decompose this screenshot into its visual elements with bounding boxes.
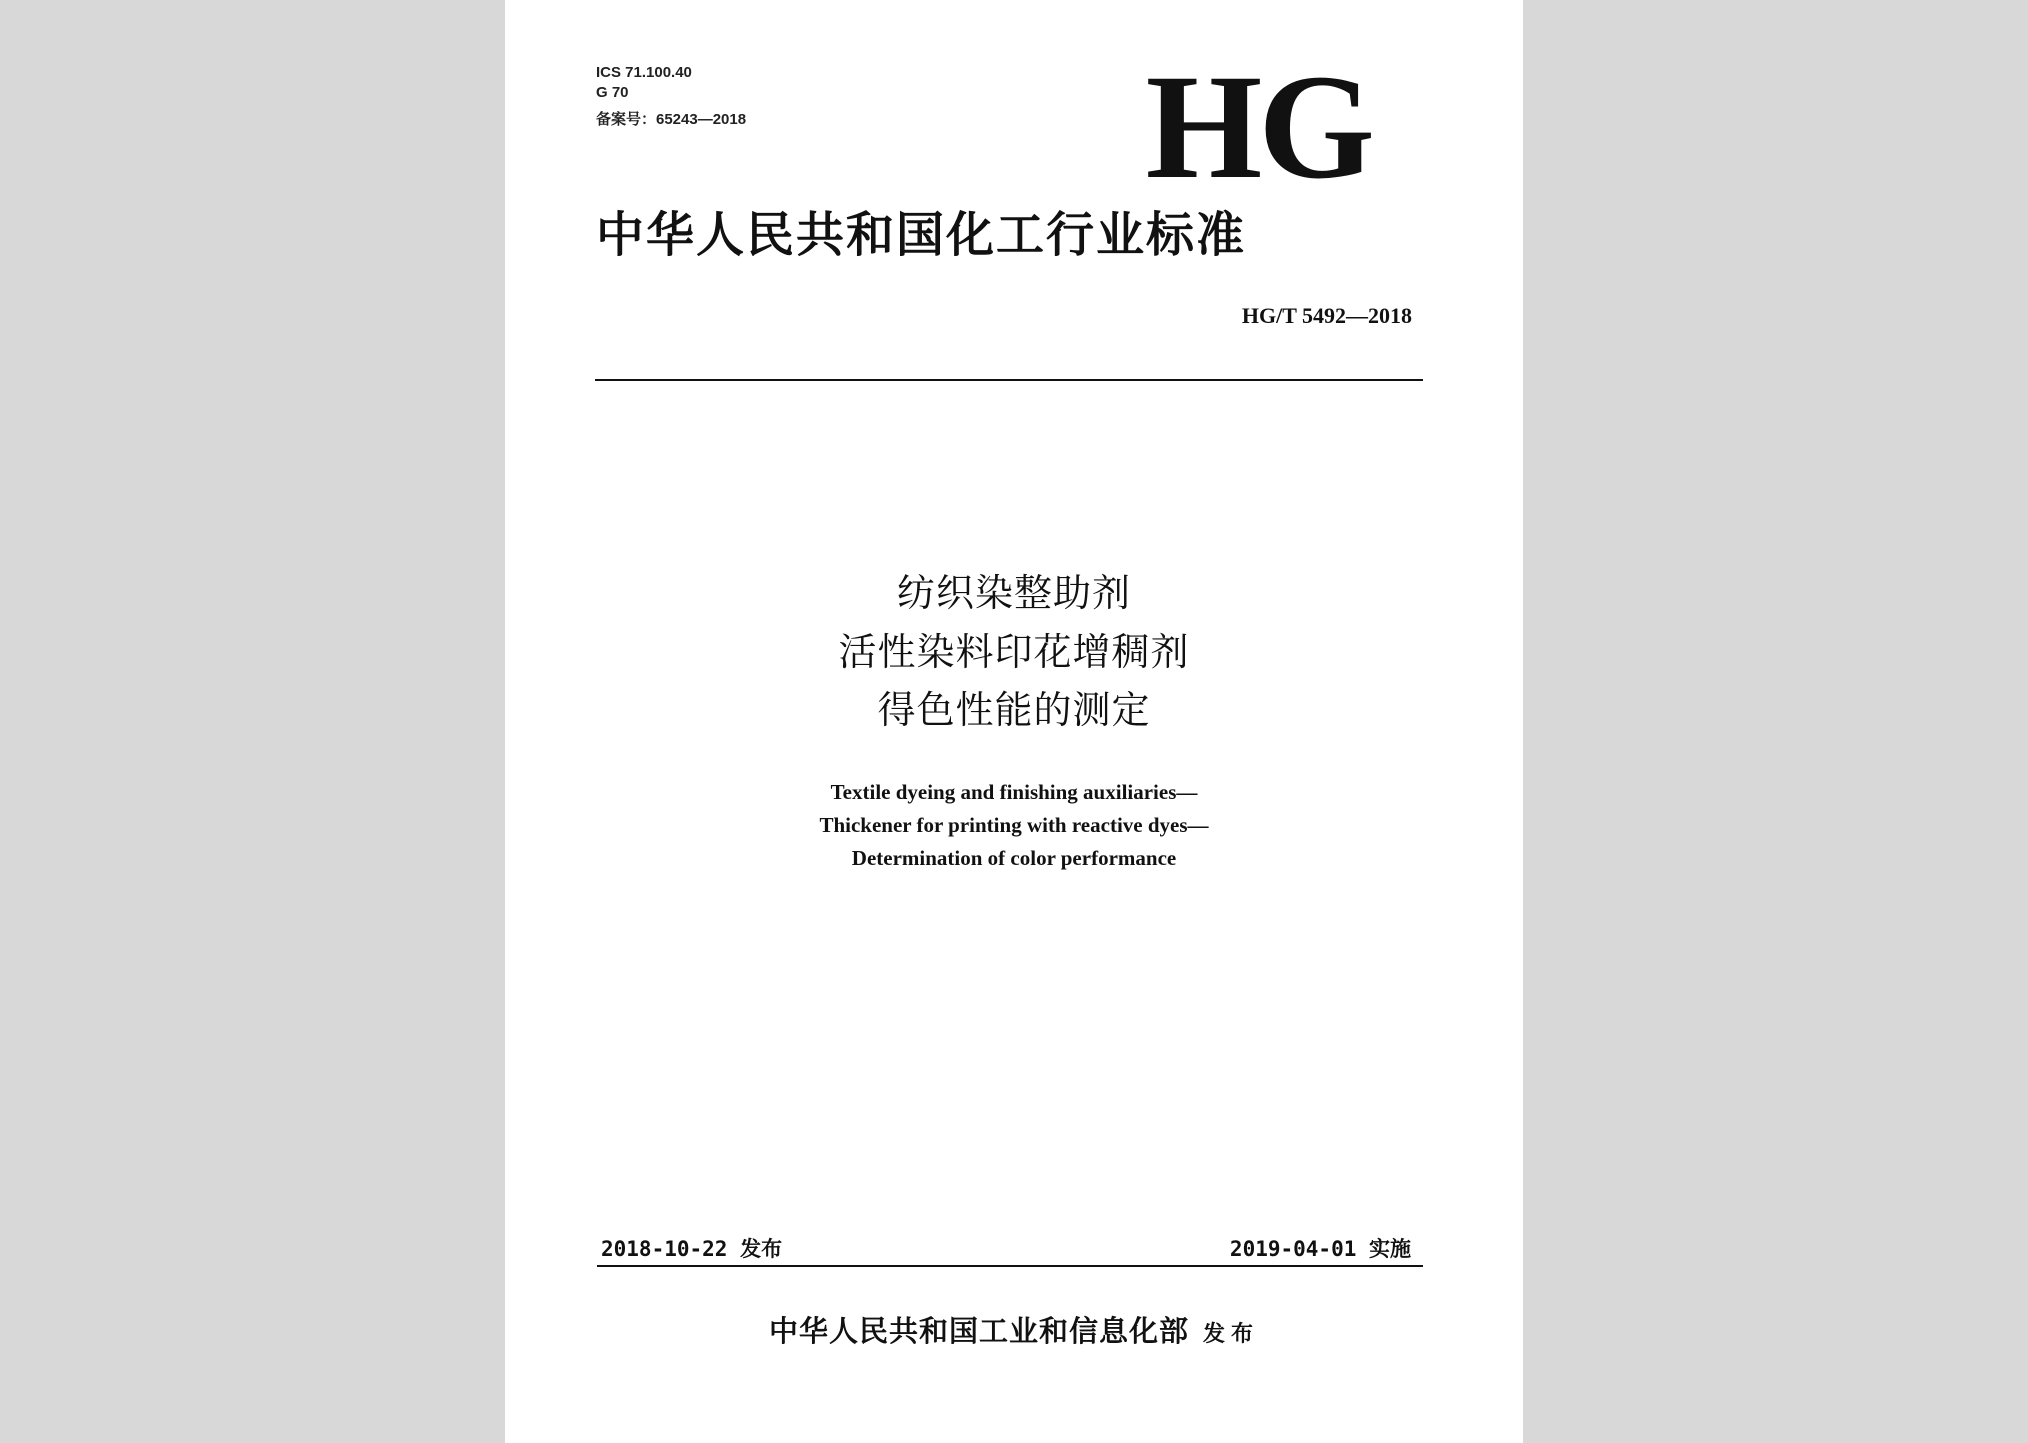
document-page (505, 0, 1523, 1443)
publisher-name: 中华人民共和国工业和信息化部 (768, 1314, 1189, 1348)
standard-title: 中华人民共和国化工行业标准 (596, 207, 1247, 263)
hg-logo: HG (1145, 44, 1371, 210)
ics-code: ICS 71.100.40 (596, 64, 692, 81)
publisher (505, 1313, 1523, 1353)
bottom-divider (597, 1265, 1423, 1267)
record-number: 备案号：65243—2018 (596, 111, 747, 128)
implementation-date: 2019-04-01 实施 (1229, 1237, 1411, 1261)
cn-title-line: 得色性能的测定 (877, 688, 1151, 732)
en-title-line: Thickener for printing with reactive dyes— (819, 813, 1209, 837)
en-title-line: Determination of color performance (851, 846, 1177, 870)
issue-date: 2018-10-22 发布 (601, 1237, 783, 1261)
ccs-code: G 70 (596, 84, 629, 101)
cn-title-line: 纺织染整助剂 (896, 571, 1131, 615)
publisher-action: 发布 (1203, 1322, 1260, 1347)
cn-title-line: 活性染料印花增稠剂 (838, 630, 1190, 674)
top-divider (595, 379, 1423, 381)
standard-code: HG/T 5492—2018 (1241, 303, 1412, 328)
en-title-line: Textile dyeing and finishing auxiliaries— (830, 780, 1198, 804)
